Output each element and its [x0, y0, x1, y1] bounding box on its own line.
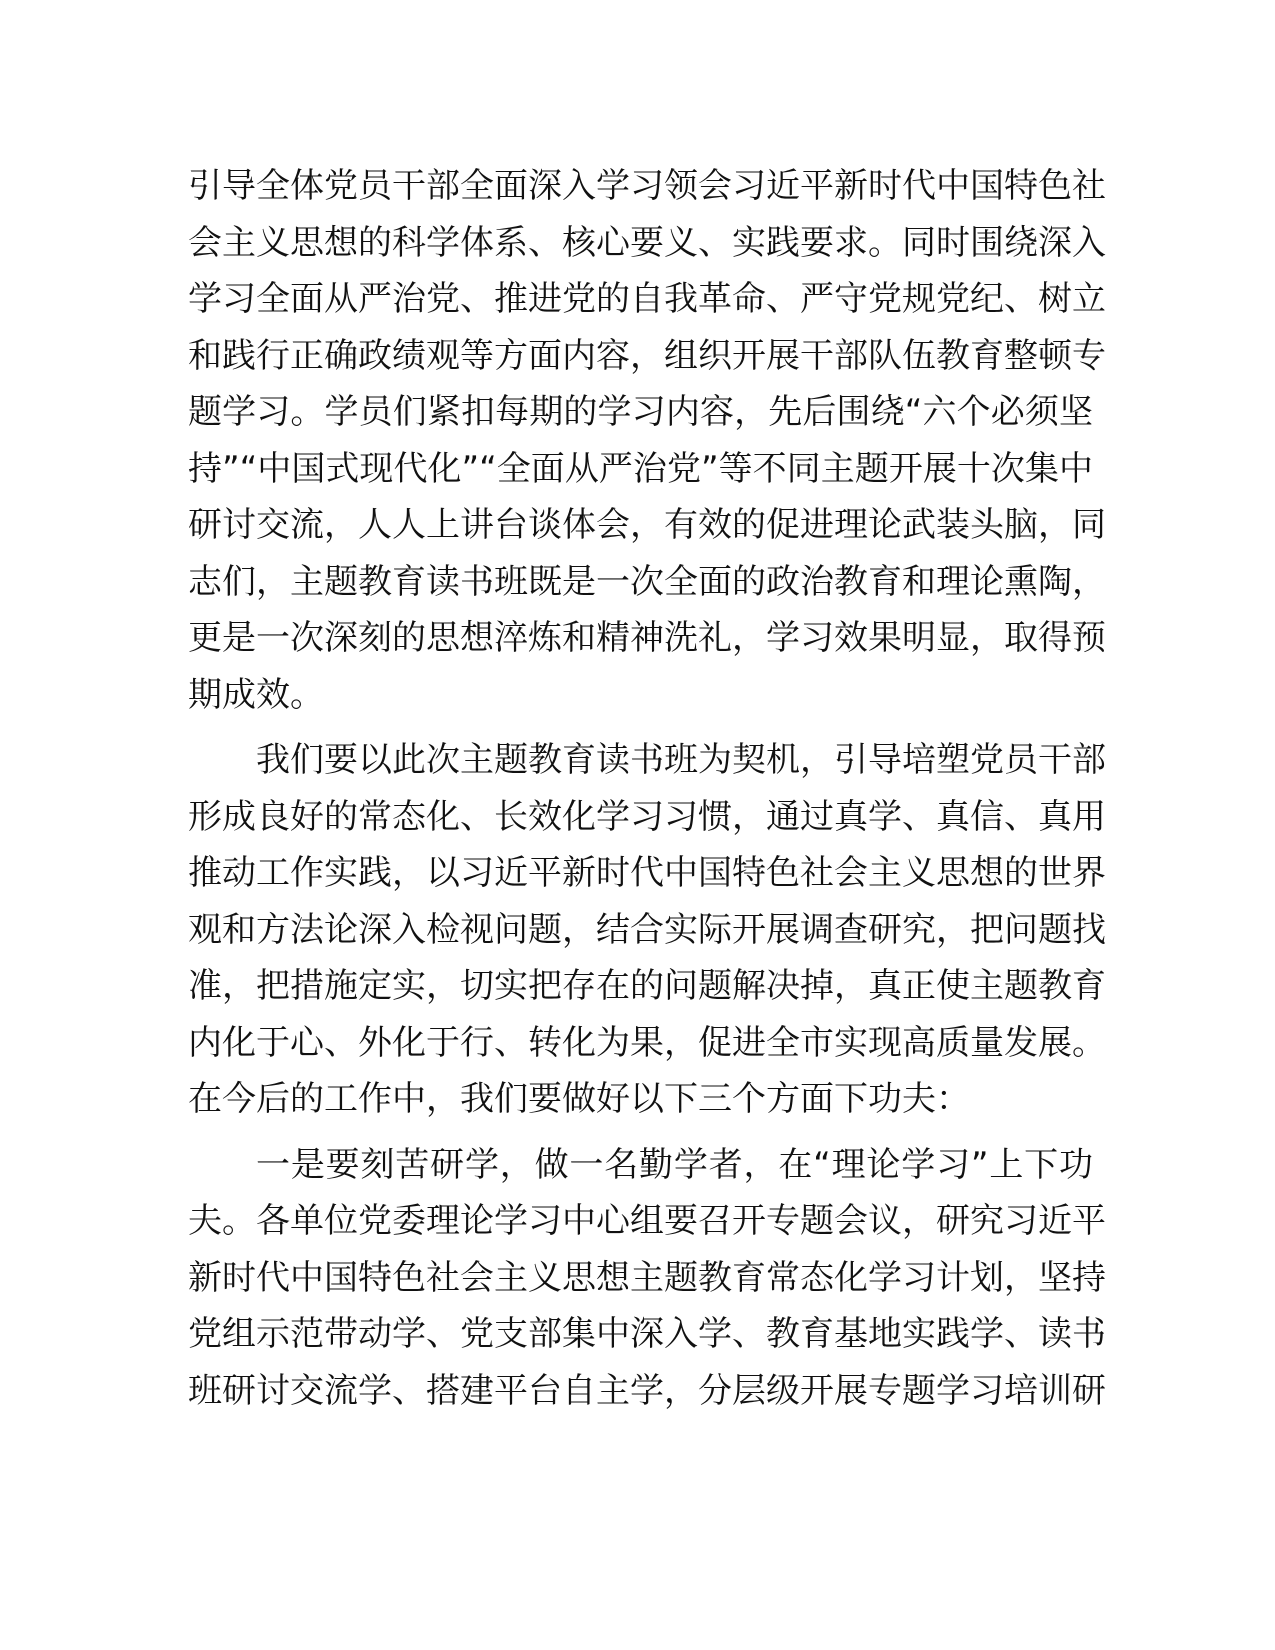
text-line: 一是要刻苦研学，做一名勤学者，在“理论学习”上下功: [256, 1144, 1093, 1185]
paragraph-1: [188, 158, 1106, 723]
text-line: 和践行正确政绩观等方面内容，组织开展干部队伍教育整顿专: [188, 335, 1106, 376]
text-line: 观和方法论深入检视问题，结合实际开展调查研究，把问题找: [188, 909, 1106, 950]
text-line: 学习全面从严治党、推进党的自我革命、严守党规党纪、树立: [188, 279, 1106, 319]
text-line: 期成效。: [188, 674, 324, 715]
text-line: 会主义思想的科学体系、核心要义、实践要求。同时围绕深入: [188, 222, 1106, 263]
text-line: 题学习。学员们紧扣每期的学习内容，先后围绕“六个必须坚: [188, 392, 1093, 432]
text-line: 内化于心、外化于行、转化为果，促进全市实现高质量发展。: [188, 1022, 1106, 1063]
paragraph-2: [188, 732, 1106, 1128]
text-line: 研讨交流，人人上讲台谈体会，有效的促进理论武装头脑，同: [188, 505, 1106, 545]
text-line: 持”“中国式现代化”“全面从严治党”等不同主题开展十次集中: [188, 448, 1093, 489]
text-line: 形成良好的常态化、长效化学习习惯，通过真学、真信、真用: [188, 796, 1106, 837]
paragraph-3: [188, 1137, 1106, 1420]
text-line: 夫。各单位党委理论学习中心组要召开专题会议，研究习近平: [188, 1201, 1106, 1241]
text-line: 更是一次深刻的思想淬炼和精神洗礼，学习效果明显，取得预: [188, 618, 1106, 658]
text-line: 推动工作实践，以习近平新时代中国特色社会主义思想的世界: [188, 853, 1106, 893]
text-line: 党组示范带动学、党支部集中深入学、教育基地实践学、读书: [188, 1314, 1106, 1354]
text-line: 我们要以此次主题教育读书班为契机，引导培塑党员干部: [256, 740, 1106, 780]
text-line: 在今后的工作中，我们要做好以下三个方面下功夫：: [188, 1079, 970, 1119]
text-line: 新时代中国特色社会主义思想主题教育常态化学习计划，坚持: [188, 1257, 1106, 1298]
text-line: 班研讨交流学、搭建平台自主学，分层级开展专题学习培训研: [188, 1370, 1106, 1411]
text-line: 引导全体党员干部全面深入学习领会习近平新时代中国特色社: [188, 166, 1106, 206]
text-line: 准，把措施定实，切实把存在的问题解决掉，真正使主题教育: [188, 966, 1106, 1006]
document-body: [188, 158, 1106, 1428]
text-line: 志们，主题教育读书班既是一次全面的政治教育和理论熏陶，: [188, 561, 1106, 602]
